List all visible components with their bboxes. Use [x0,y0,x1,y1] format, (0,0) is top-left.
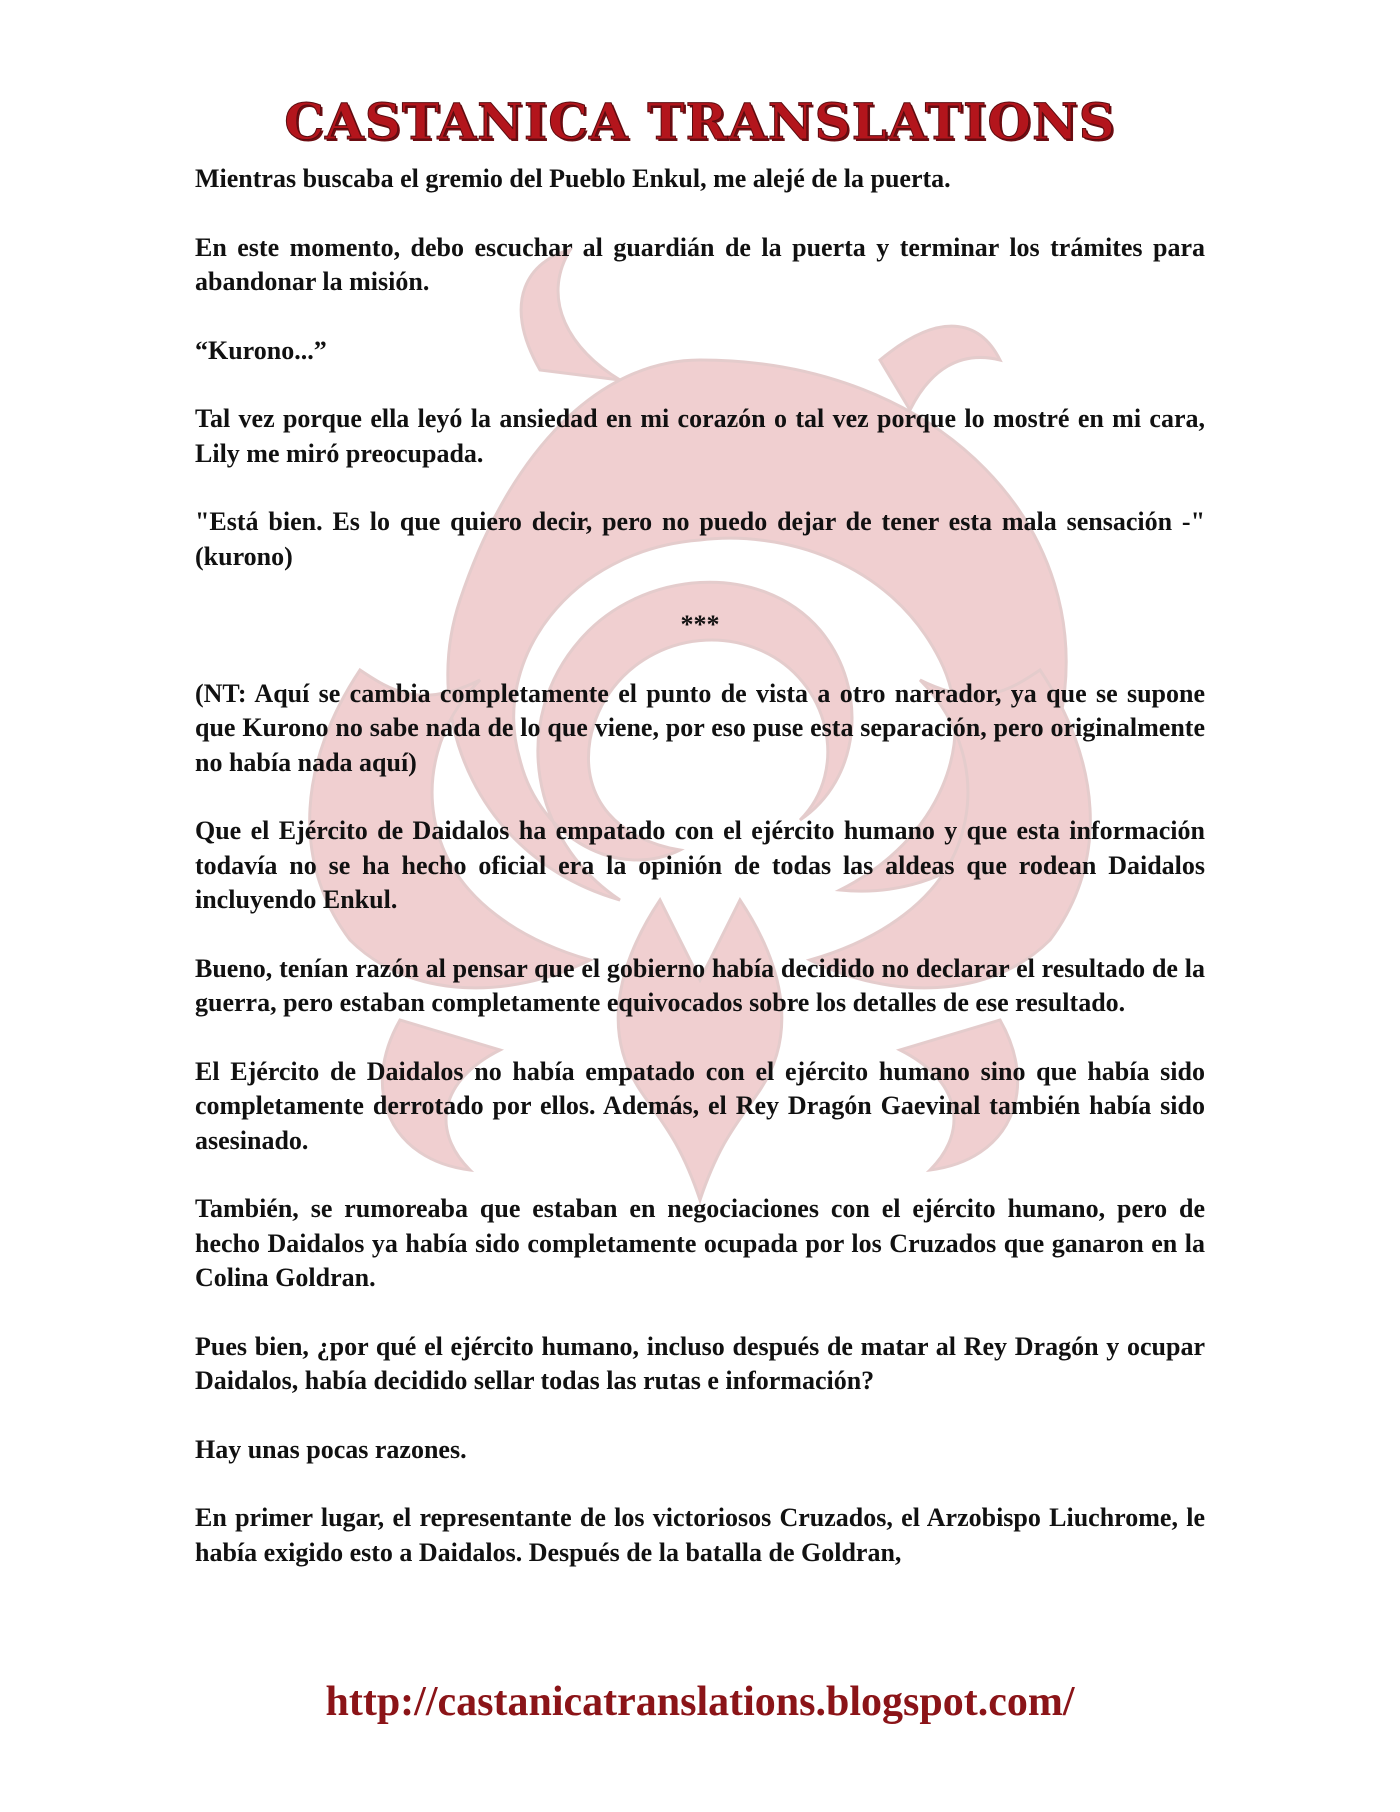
paragraph: “Kurono...” [195,335,327,365]
document-body [195,162,1205,1604]
page-title: CASTANICA TRANSLATIONS [284,92,1116,151]
paragraph: En este momento, debo escuchar al guardián de la puerta y terminar los trámites para abandonar la misión. [195,232,1205,296]
paragraph: Tal vez porque ella leyó la ansiedad en mi corazón o tal vez porque lo mostré en mi cara, Lily me miró preocupada. [195,404,1205,468]
paragraph: También, se rumoreaba que estaban en negociaciones con el ejército humano, pero de hecho Daidalos ya había sido completamente ocupada por los Cruzados que ganaron en la Colina Goldran. [195,1194,1205,1292]
paragraph: Hay unas pocas razones. [195,1434,467,1464]
paragraph: Mientras buscaba el gremio del Pueblo Enkul, me alejé de la puerta. [195,164,951,193]
paragraph: "Está bien. Es lo que quiero decir, pero no puedo dejar de tener esta mala sensación -" (kurono) [195,507,1205,571]
paragraph: Que el Ejército de Daidalos ha empatado con el ejército humano y que esta información todavía no se ha hecho oficial era la opinión de todas las aldeas que rodean Daidalos incluyendo Enkul. [195,816,1205,914]
paragraph: Bueno, tenían razón al pensar que el gobierno había decidido no declarar el resultado de la guerra, pero estaban completamente equivocados sobre los detalles de ese resultado. [195,953,1205,1017]
footer-link[interactable]: http://castanicatranslations.blogspot.com/ [325,1679,1075,1725]
paragraph: Pues bien, ¿por qué el ejército humano, incluso después de matar al Rey Dragón y ocupar Daidalos, había decidido sellar todas las rutas e información? [195,1331,1205,1395]
paragraph: En primer lugar, el representante de los victoriosos Cruzados, el Arzobispo Liuchrome, le había exigido esto a Daidalos. Después de la batalla de Goldran, [195,1503,1205,1567]
scene-separator: *** [680,610,720,639]
paragraph: El Ejército de Daidalos no había empatado con el ejército humano sino que había sido completamente derrotado por ellos. Además, el Rey Dragón Gaevinal también había sido asesinado. [195,1056,1205,1155]
translator-note: (NT: Aquí se cambia completamente el punto de vista a otro narrador, ya que se supone que Kurono no sabe nada de lo que viene, por eso puse esta separación, pero originalmente no había nada aquí) [195,678,1205,777]
